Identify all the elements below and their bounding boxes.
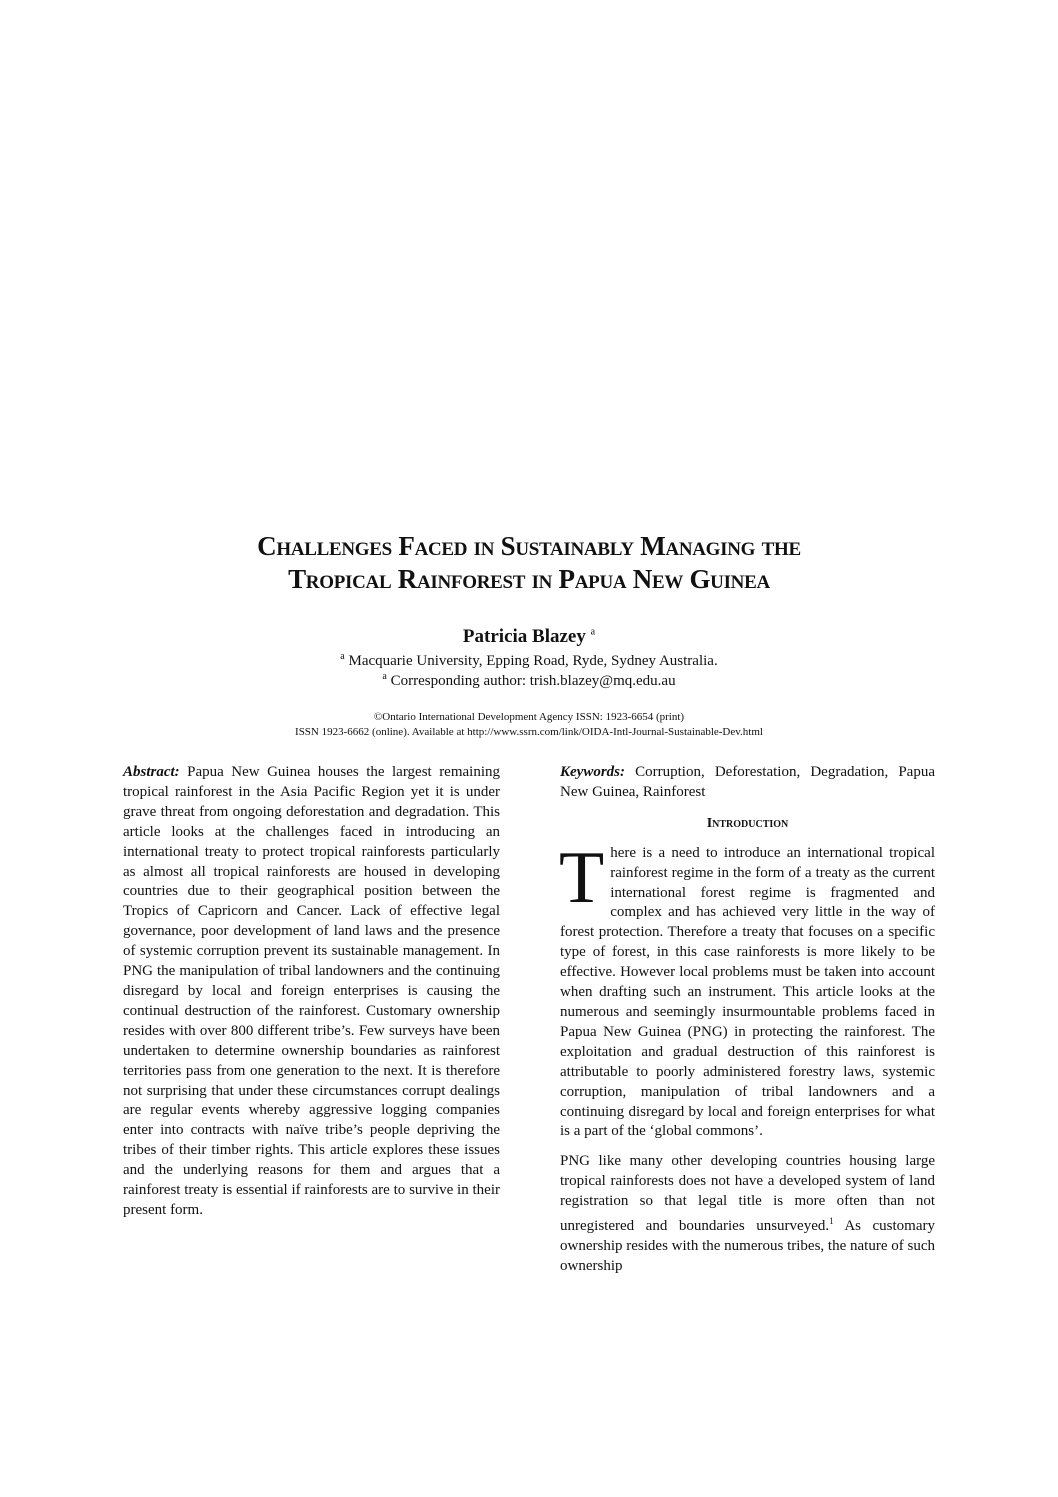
footnote-ref[interactable]: 1 [829,1216,834,1227]
author-name: Patricia Blazey [462,626,586,647]
author-marker: a [590,626,596,638]
intro-para-2-text-a: PNG like many other developing countries housing large tropical rainforests does not have a developed system of land registration so that legal title is more often than not unregistered and boundaries unsurveyed. [560,1153,935,1235]
affiliation-marker: a [340,651,345,662]
publication-line-1: ©Ontario International Development Agency ISSN: 1923-6654 (print) [373,711,685,723]
title-line-1: Challenges Faced in Sustainably Managing the [257,531,801,561]
corresponding-text: Corresponding author: trish.blazey@mq.edu.au [390,673,676,689]
affiliation [0,651,1058,670]
title-line-2: Tropical Rainforest in Papua New Guinea [288,564,770,594]
keywords-label: Keywords: [560,764,625,780]
corresponding-marker: a [382,671,387,682]
intro-para-1-text: here is a need to introduce an international tropical rainforest regime in the form of a treaty as the current international forest regime is fragmented and complex and has achieved very little in the way of forest protection. Therefore a treaty that focuses on a specific type of forest, in this case rainforests is more likely to be effective. However local problems must be taken into account when drafting such an instrument. This article looks at the numerous and seemingly insurmountable problems faced in Papua New Guinea (PNG) in protecting the rainforest. The exploitation and gradual destruction of this rainforest is attributable to poorly administered forestry laws, systemic corruption, manipulation of tribal landowners and a continuing disregard by local and foreign enterprises for what is a part of the ‘global commons’. [560,844,935,1140]
intro-para-2-text-b: As customary ownership resides with the numerous tribes, the nature of such ownership [560,1218,935,1274]
abstract-column [123,763,500,1221]
author-line [0,626,1058,648]
corresponding-author [0,671,1058,690]
abstract [123,763,500,1221]
abstract-label: Abstract: [123,764,180,780]
introduction-paragraph-2 [560,1152,935,1276]
publication-line-2: ISSN 1923-6662 (online). Available at http://www.ssrn.com/link/OIDA-Intl-Journal-Sustainable-Dev.html [295,726,763,738]
keywords-text: Corruption, Deforestation, Degradation, Papua New Guinea, Rainforest [560,764,935,800]
keywords [560,763,935,803]
affiliation-text: Macquarie University, Epping Road, Ryde, Sydney Australia. [348,653,718,669]
drop-cap: T [559,836,605,919]
paper-title [0,530,1058,596]
introduction-heading: Introduction [706,815,789,831]
right-column [560,763,935,1277]
abstract-text: Papua New Guinea houses the largest remaining tropical rainforest in the Asia Pacific Region yet it is under grave threat from ongoing deforestation and degradation. This article looks at the challenges faced in introducing an international treaty to protect tropical rainforests particularly as almost all tropical rainforests are housed in developing countries due to their geographical position between the Tropics of Capricorn and Cancer. Lack of effective legal governance, poor development of land laws and the presence of systemic corruption prevent its sustainable management. In PNG the manipulation of tribal landowners and the continuing disregard by local and foreign enterprises is causing the continual destruction of the rainforest. Customary ownership resides with over 800 different tribe’s. Few surveys have been undertaken to determine ownership boundaries as rainforest territories pass from one generation to the next. It is therefore not surprising that under these circumstances corrupt dealings are regular events whereby aggressive logging companies enter into contracts with naïve tribe’s people depriving the tribes of their timber rights. This article explores these issues and the underlying reasons for them and argues that a rainforest treaty is essential if rainforests are to survive in their present form. [123,764,501,1218]
introduction-paragraph-1 [559,836,935,1143]
